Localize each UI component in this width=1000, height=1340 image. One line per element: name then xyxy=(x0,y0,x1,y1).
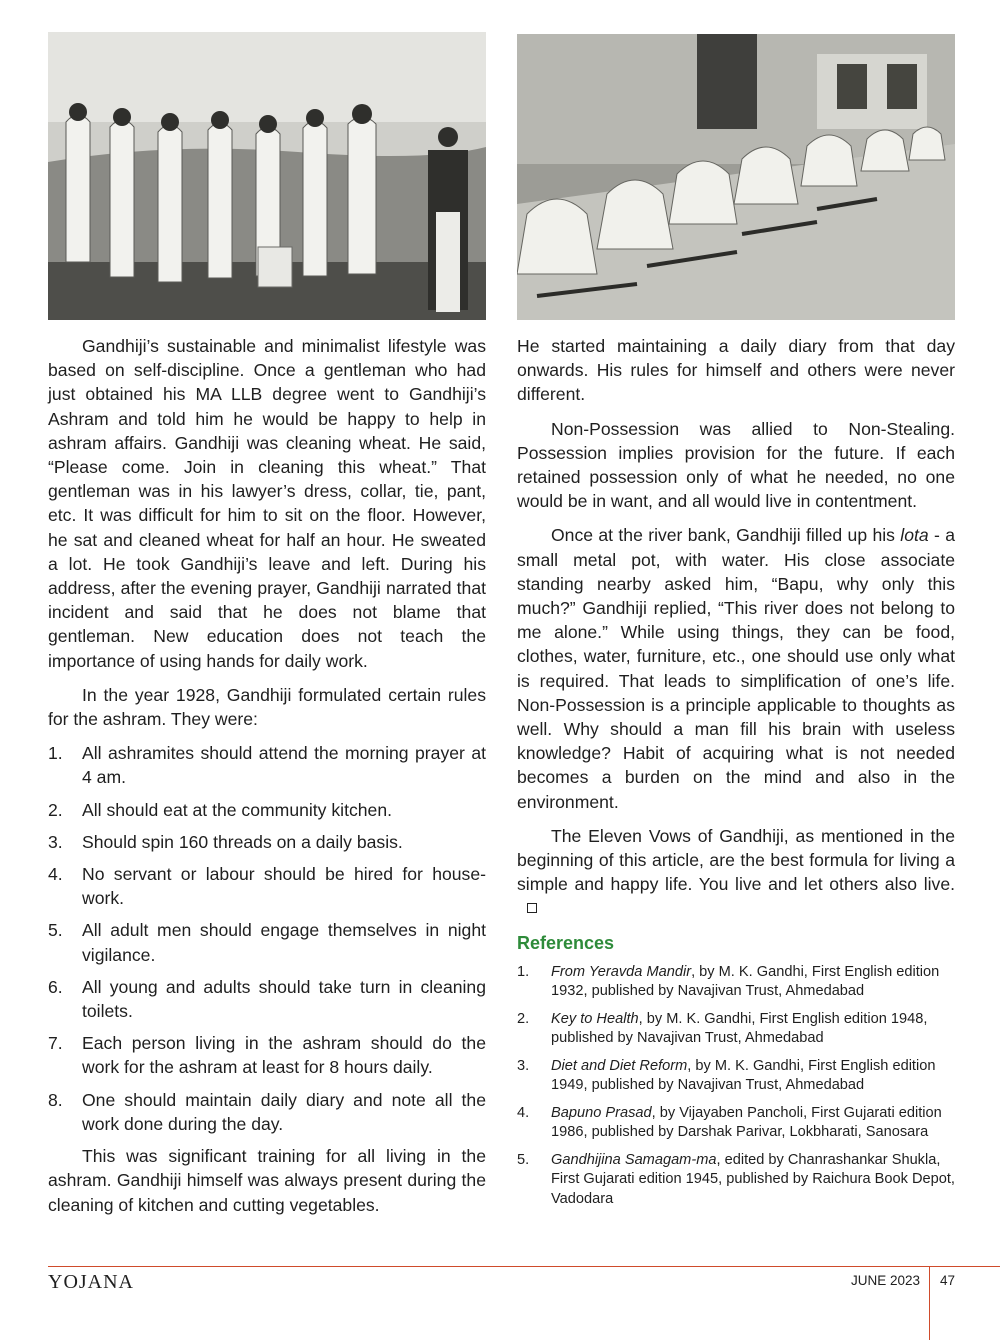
reference-title: Bapuno Prasad xyxy=(551,1104,652,1121)
list-text: All young and adults should take turn in cleaning toilets. xyxy=(82,976,486,1022)
body-paragraph: Non-Possession was allied to Non-Stealing. Possession implies provision for the future. If each retained possession only of what he needed, no one would be in want, and all would live in contentment. xyxy=(517,418,955,512)
list-number: 3. xyxy=(48,831,63,852)
body-paragraph: This was significant training for all living in the ashram. Gandhiji himself was always present during the cleaning of kitchen and cutting vegetables. xyxy=(48,1146,486,1215)
body-paragraph xyxy=(517,824,955,921)
list-number: 7. xyxy=(48,1033,63,1054)
list-item xyxy=(48,862,486,910)
list-text: All adult men should engage themselves in night vigilance. xyxy=(82,920,486,965)
body-paragraph: He started maintaining a daily diary from that day onwards. His rules for himself and others were never different. xyxy=(517,336,955,405)
photo-gandhi-with-women xyxy=(48,32,486,320)
reference-details: , edited by Chanrashankar Shukla, First Gujarati edition 1945, published by Raichura Book Depot, Vadodara xyxy=(551,1151,955,1207)
list-item xyxy=(48,918,486,966)
reference-title: Diet and Diet Reform xyxy=(551,1057,688,1074)
footer-divider xyxy=(929,1266,930,1340)
right-column xyxy=(517,334,955,1217)
list-item xyxy=(48,830,486,854)
list-text: Each person living in the ashram should do the work for the ashram at least for 8 hours daily. xyxy=(82,1033,486,1078)
reference-details: , by M. K. Gandhi, First English edition 1948, published by Navajivan Trust, Ahmedabad xyxy=(551,1010,928,1047)
references-heading: References xyxy=(517,932,615,953)
reference-details: , by M. K. Gandhi, First English edition 1949, published by Navajivan Trust, Ahmedabad xyxy=(551,1057,936,1094)
paragraph-text: - a small metal pot, with water. His close associate standing nearby asked him, “Bapu, why only this much?” Gandhiji replied, “This river does not belong to me alone.” While using things, they can be food, clothes, water, furniture, etc., one should use only what is required. That leads to simplification of one’s life. Non-Possession is a principle applicable to thoughts as well. Why should a man fill his brain with useless knowledge? Habit of acquiring what is not needed becomes a burden on the mind and also in the environment. xyxy=(517,525,955,812)
body-paragraph xyxy=(517,523,955,813)
photo-women-spinning xyxy=(517,34,955,320)
reference-number: 4. xyxy=(517,1104,530,1121)
list-text: One should maintain daily diary and note all the work done during the day. xyxy=(82,1089,486,1134)
reference-details: , by Vijayaben Pancholi, First Gujarati edition 1986, published by Darshak Parivar, Lokbharati, Sanosara xyxy=(551,1104,942,1141)
list-item xyxy=(48,741,486,789)
list-text: Should spin 160 threads on a daily basis. xyxy=(82,831,403,852)
reference-number: 3. xyxy=(517,1057,530,1074)
list-text: All ashramites should attend the morning prayer at 4 am. xyxy=(82,743,486,788)
list-number: 2. xyxy=(48,799,63,820)
reference-item xyxy=(517,1151,955,1210)
reference-title: From Yeravda Mandir xyxy=(551,963,692,980)
end-mark-icon xyxy=(527,903,537,913)
list-number: 1. xyxy=(48,743,63,764)
list-number: 8. xyxy=(48,1089,63,1110)
body-paragraph: In the year 1928, Gandhiji formulated certain rules for the ashram. They were: xyxy=(48,684,486,730)
reference-number: 2. xyxy=(517,1010,530,1027)
magazine-brand: YOJANA xyxy=(48,1271,134,1293)
reference-details: , by M. K. Gandhi, First English edition 1932, published by Navajivan Trust, Ahmedabad xyxy=(551,963,940,1000)
list-item xyxy=(48,1088,486,1136)
reference-number: 1. xyxy=(517,963,530,980)
list-number: 5. xyxy=(48,920,63,941)
list-item xyxy=(48,975,486,1023)
reference-title: Gandhijina Samagam-ma xyxy=(551,1151,717,1168)
reference-title: Key to Health xyxy=(551,1010,639,1027)
paragraph-text: The Eleven Vows of Gandhiji, as mentioned in the beginning of this article, are the best formula for living a simple and happy life. You live and let others also live. xyxy=(517,825,955,895)
list-text: All should eat at the community kitchen. xyxy=(82,799,393,820)
list-item xyxy=(48,798,486,822)
list-text: No servant or labour should be hired for house-work. xyxy=(82,864,486,909)
left-column xyxy=(48,334,486,1227)
list-number: 4. xyxy=(48,864,63,885)
list-item xyxy=(48,1031,486,1079)
reference-item xyxy=(517,1010,955,1049)
reference-item xyxy=(517,1104,955,1143)
body-paragraph: Gandhiji’s sustainable and minimalist lifestyle was based on self-discipline. Once a gentleman who had just obtained his MA LLB degree went to Gandhiji’s Ashram and told him he would be happy to help in ashram affairs. Gandhiji was cleaning wheat. He said, “Please come. Join in cleaning this wheat.” That gentleman was in his lawyer’s dress, collar, tie, pant, etc. It was difficult for him to sit on the floor. However, he sat and cleaned wheat for half an hour. He sweated a lot. He took Gandhiji’s leave and left. During his address, after the evening prayer, Gandhiji narrated that incident and said that he does not blame that gentleman. New education does not teach the importance of using hands for daily work. xyxy=(48,336,486,671)
italic-term: lota xyxy=(900,525,929,546)
paragraph-text: Once at the river bank, Gandhiji filled up his xyxy=(551,525,901,546)
ashram-rules-list xyxy=(48,741,486,1136)
issue-date: JUNE 2023 xyxy=(850,1273,920,1288)
reference-item xyxy=(517,963,955,1002)
reference-item xyxy=(517,1057,955,1096)
footer-rule xyxy=(48,1266,1000,1267)
references-list xyxy=(517,963,955,1210)
page-number: 47 xyxy=(940,1273,956,1288)
list-number: 6. xyxy=(48,976,63,997)
reference-number: 5. xyxy=(517,1151,530,1168)
